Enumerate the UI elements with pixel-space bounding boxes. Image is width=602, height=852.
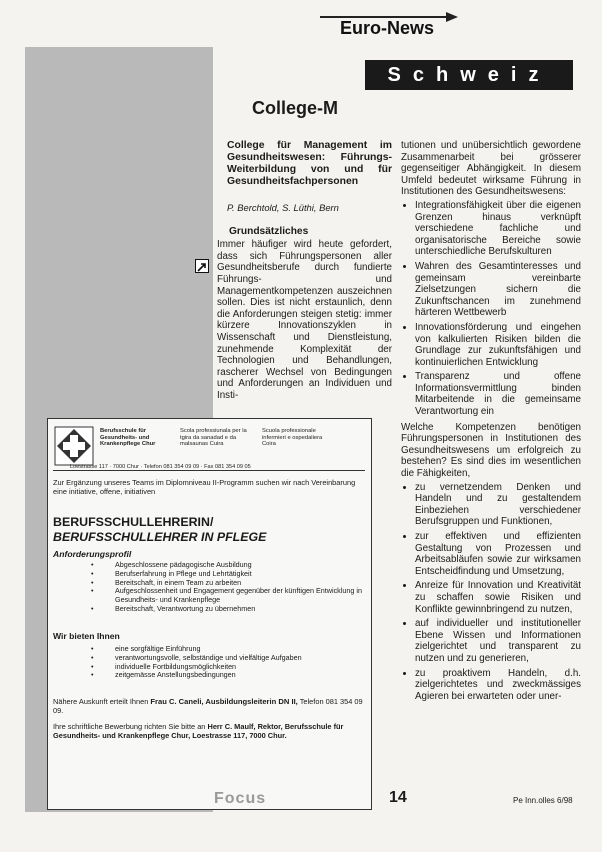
list-item: • eine sorgfältige Einführung: [53, 645, 365, 654]
brand-arrow-icon: [446, 10, 460, 24]
list-item: • Aufgeschlossenheit und Engagement gegenüber der künftigen Entwicklung in Gesundheits- und Krankenpflege: [53, 587, 365, 605]
article-paragraph: Welche Kompetenzen benötigen Führungspersonen in Institutionen des Gesundheitswesens um erfolgreich zu bestehen? Es sind dies im wesentlichen die Fähigkeiten,: [401, 421, 581, 480]
job-advertisement: [47, 418, 372, 810]
bullet-list: [401, 482, 581, 703]
footer-issue: Pe Inn.olles 6/98: [513, 796, 573, 805]
arrow-marker-icon: [195, 259, 209, 273]
ad-contact-line: Loestrasse 117 · 7000 Chur · Telefon 081 354 09 09 · Fax 081 354 09 05: [70, 464, 251, 470]
article-authors: P. Berchtold, S. Lüthi, Bern: [227, 202, 339, 213]
brand-title: Euro-News: [340, 18, 435, 38]
list-item: • individuelle Fortbildungsmöglichkeiten: [53, 663, 365, 672]
ad-job-title-line-2: BERUFSSCHULLEHRER IN PFLEGE: [53, 529, 267, 544]
article-paragraph: Immer häufiger wird heute gefordert, dass sich Führungspersonen aller Gesundheitsberufe durch fundierte Führungs- und Managementkompetenzen auszeichnen sollen. Dies ist nicht erstaunlich, denn die Anforderungen steigen stetig: immer kürzere Innovationszyklen in Wissenschaft und Dienstleistung, zunehmende Komplexität der Technologien und Behandlungen, rascherer Wechsel von Bedingungen und Anforderungen an Individuen und Insti-: [217, 239, 392, 401]
ad-info-text: Nähere Auskunft erteilt Ihnen: [53, 697, 149, 706]
list-item: • verantwortungsvolle, selbständige und vielfältige Aufgaben: [53, 654, 365, 663]
ad-school-name-rm: Scola professiunala per la tgira da sanadad e da malsaunas Cuira: [180, 428, 247, 448]
list-item: • Bereitschaft, Verantwortung zu übernehmen: [53, 605, 365, 614]
ad-apply-text: Ihre schriftliche Bewerbung richten Sie bitte an: [53, 722, 206, 731]
list-item: • auf individueller und institutioneller Ebene Wissen und Informationen zielgerichtet und transparent zu nutzen und zu generieren,: [415, 618, 581, 664]
list-item: • zur effektiven und effizienten Gestaltung von Prozessen und Arbeitsabläufen sowie zur wirksamen Entscheidfindung und Umsetzung,: [415, 531, 581, 577]
list-item: • Integrationsfähigkeit über die eigenen Grenzen hinaus verknüpft verschiedene fachliche und organisatorische Bereiche sowie unterschiedliche Berufskulturen: [415, 200, 581, 258]
ad-job-title-line-1: BERUFSSCHULLEHRERIN/: [53, 515, 214, 529]
list-item: • Abgeschlossene pädagogische Ausbildung: [53, 561, 365, 570]
ad-info-contact: Frau C. Caneli, Ausbildungsleiterin DN II,: [150, 697, 298, 706]
article-title: College-M: [252, 98, 339, 118]
list-item: • Wahren des Gesamtinteresses und gemeinsam vereinbarte Zielsetzungen sichern die Zukunftschancen im zunehmend härteren Wettbewerb: [415, 261, 581, 319]
bullet-list: [401, 200, 581, 418]
ad-school-name-it: Scuola professionale infermieri e ospedaliera Coira: [262, 428, 323, 448]
list-item: • Innovationsförderung und eingehen von kalkulierten Risiken bilden die Grundlage zur zukunftsfähigen und kontinuierlichen Entwicklung: [415, 322, 581, 368]
article-column-1: [215, 140, 392, 402]
article-paragraph: tutionen und unübersichtlich gewordene Zusammenarbeit bei grösserer gegenseitiger Abhängigkeit. In diesem Umfeld bedeutet wirksame Führung in Institutionen des Gesundheitswesens:: [401, 140, 581, 198]
ad-intro-text: Zur Ergänzung unseres Teams im Diplomniveau II-Programm suchen wir nach Vereinbarung eine initiative, offene, initiativen: [53, 478, 356, 496]
school-cross-logo-icon: [53, 425, 95, 467]
list-item: • Transparenz und offene Informationsvermittlung binden Mitarbeitende in die gemeinsame Verantwortung ein: [415, 371, 581, 417]
section-heading: Grundsätzliches: [229, 225, 309, 237]
ad-offer-heading: Wir bieten Ihnen: [53, 631, 120, 641]
ad-offer-list: [53, 645, 365, 680]
list-item: • zu proaktivem Handeln, d.h. zielgerichtetes und zweckmässiges Agieren bei erwarteten oder uner-: [415, 668, 581, 703]
footer-page-number: 14: [389, 789, 407, 806]
ad-divider: [53, 470, 365, 471]
list-item: • Bereitschaft, in einem Team zu arbeiten: [53, 579, 365, 588]
ad-info-block: [53, 697, 365, 716]
ad-job-title: [53, 515, 365, 544]
article-subtitle: College für Management im Gesundheitswesen: Führungs-Weiterbildung von und für Gesundheitsfachpersonen: [227, 140, 392, 187]
list-item: • zu vernetzendem Denken und Handeln und zu gestaltendem Einbeziehen verschiedener Berufsgruppen und Funktionen,: [415, 482, 581, 528]
list-item: • zeitgemässe Anstellungsbedingungen: [53, 671, 365, 680]
ad-apply-block: [53, 722, 365, 741]
ad-requirements-heading: Anforderungsprofil: [53, 549, 132, 559]
list-item: • Berufserfahrung in Pflege und Lehrtätigkeit: [53, 570, 365, 579]
ad-apply-recipient: Herr C. Maulf, Rektor, Berufsschule für Gesundheits- und Krankenpflege Chur, Loestrasse 117, 7000 Chur.: [53, 722, 344, 741]
footer-magazine-name: Focus: [214, 790, 267, 807]
ad-info-phone: Telefon 081 354 09 09.: [53, 697, 363, 716]
region-banner: Schweiz: [365, 60, 573, 90]
ad-school-name-de: Berufsschule für Gesundheits- und Krankenpflege Chur: [100, 428, 156, 448]
ad-requirements-list: [53, 561, 365, 614]
article-column-2: [401, 140, 581, 706]
list-item: • Anreize für Innovation und Kreativität zu schaffen sowie Risiken und Konflikte gewinnbringend zu nutzen,: [415, 580, 581, 615]
